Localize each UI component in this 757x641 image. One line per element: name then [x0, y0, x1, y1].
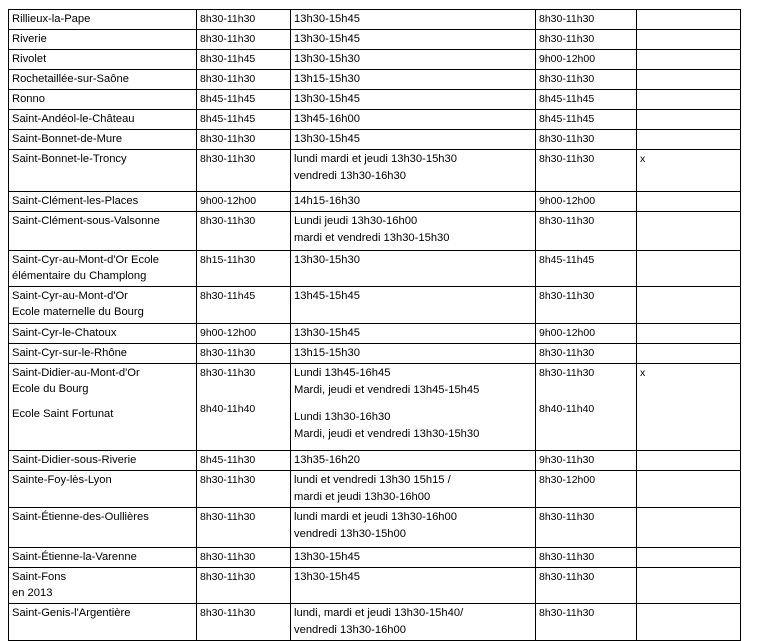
cell-afternoon-hours	[291, 50, 536, 70]
cell-morning-hours	[197, 30, 291, 50]
cell-line: 8h30-11h30	[539, 551, 595, 563]
cell-line: 9h00-12h00	[539, 195, 596, 207]
cell-mark	[637, 251, 741, 287]
cell-commune-name	[9, 324, 197, 344]
cell-line: 13h30-15h30	[294, 53, 360, 65]
cell-line: 9h00-12h00	[539, 327, 596, 339]
cell-line: 13h30-15h30	[294, 254, 360, 266]
cell-commune-name	[9, 251, 197, 287]
cell-line: vendredi 13h30-16h30	[294, 170, 406, 182]
cell-morning-hours	[197, 251, 291, 287]
cell-line: 8h30-11h30	[200, 551, 256, 563]
cell-line: 8h30-11h30	[539, 13, 595, 25]
cell-morning-hours	[197, 192, 291, 212]
cell-morning-hours	[197, 10, 291, 30]
cell-line: 8h30-11h45	[200, 53, 256, 65]
cell-line: 9h00-12h00	[200, 327, 257, 339]
cell-line	[640, 11, 737, 21]
cell-line: 8h30-11h30	[200, 367, 256, 379]
cell-line: 9h00-12h00	[539, 53, 596, 65]
table-row	[9, 251, 741, 287]
table-body	[9, 10, 741, 641]
cell-morning-hours	[197, 324, 291, 344]
cell-line: 8h30-11h30	[539, 511, 595, 523]
cell-line: Saint-Andéol-le-Château	[12, 113, 135, 125]
cell-mark	[637, 30, 741, 50]
cell-line: Lundi 13h45-16h45	[294, 367, 391, 379]
cell-mark	[637, 10, 741, 30]
cell-wednesday-hours	[536, 471, 637, 508]
cell-commune-name	[9, 344, 197, 364]
cell-mark	[637, 344, 741, 364]
cell-line: Saint-Cyr-au-Mont-d'Or	[12, 290, 128, 302]
cell-line	[640, 111, 737, 121]
cell-line: 8h45-11h45	[539, 113, 595, 125]
cell-line: Mardi, jeudi et vendredi 13h30-15h30	[294, 428, 480, 440]
cell-wednesday-hours	[536, 150, 637, 192]
cell-mark	[637, 324, 741, 344]
cell-afternoon-hours	[291, 30, 536, 50]
cell-morning-hours	[197, 364, 291, 451]
cell-afternoon-hours	[291, 130, 536, 150]
cell-line: Mardi, jeudi et vendredi 13h45-15h45	[294, 384, 480, 396]
cell-line: Saint-Cyr-au-Mont-d'Or Ecole	[12, 254, 159, 266]
cell-line: lundi mardi et jeudi 13h30-15h30	[294, 153, 457, 165]
cell-commune-name	[9, 568, 197, 604]
cell-morning-hours	[197, 287, 291, 324]
cell-line: 8h30-11h30	[200, 511, 256, 523]
cell-line: 13h15-15h30	[294, 73, 360, 85]
cell-mark	[637, 150, 741, 192]
cell-wednesday-hours	[536, 192, 637, 212]
cell-line: 13h30-15h45	[294, 133, 360, 145]
cell-line: 13h30-15h45	[294, 13, 360, 25]
cell-line: 8h30-11h30	[200, 571, 256, 583]
table-row	[9, 30, 741, 50]
cell-line: lundi mardi et jeudi 13h30-16h00	[294, 511, 457, 523]
cell-line: 8h30-11h30	[200, 73, 256, 85]
cell-afternoon-hours	[291, 90, 536, 110]
table-row	[9, 324, 741, 344]
cell-commune-name	[9, 548, 197, 568]
cell-line: Saint-Bonnet-le-Troncy	[12, 153, 127, 165]
cell-commune-name	[9, 10, 197, 30]
cell-afternoon-hours	[291, 287, 536, 324]
cell-line: 9h30-11h30	[539, 454, 595, 466]
cell-mark	[637, 70, 741, 90]
cell-wednesday-hours	[536, 324, 637, 344]
cell-mark	[637, 508, 741, 548]
cell-line	[640, 472, 737, 482]
cell-mark	[637, 192, 741, 212]
cell-line: 8h30-11h30	[200, 215, 256, 227]
cell-line: 8h30-11h30	[539, 367, 595, 379]
cell-line	[539, 381, 633, 391]
cell-line	[640, 91, 737, 101]
cell-wednesday-hours	[536, 90, 637, 110]
cell-line: 8h30-11h30	[200, 13, 256, 25]
table-row	[9, 150, 741, 192]
cell-mark	[637, 90, 741, 110]
cell-line: Saint-Cyr-sur-le-Rhône	[12, 347, 128, 359]
table-row	[9, 287, 741, 324]
cell-line: 8h30-11h30	[539, 73, 595, 85]
cell-afternoon-hours	[291, 568, 536, 604]
cell-line: 8h30-11h30	[200, 133, 256, 145]
cell-morning-hours	[197, 212, 291, 251]
cell-wednesday-hours	[536, 70, 637, 90]
cell-mark	[637, 110, 741, 130]
cell-mark	[637, 604, 741, 641]
cell-afternoon-hours	[291, 70, 536, 90]
cell-mark	[637, 364, 741, 451]
cell-morning-hours	[197, 344, 291, 364]
cell-morning-hours	[197, 90, 291, 110]
cell-commune-name	[9, 150, 197, 192]
cell-wednesday-hours	[536, 568, 637, 604]
cell-mark	[637, 130, 741, 150]
table-row	[9, 192, 741, 212]
cell-morning-hours	[197, 130, 291, 150]
cell-wednesday-hours	[536, 110, 637, 130]
cell-line: 8h45-11h45	[200, 93, 256, 105]
cell-line: Ronno	[12, 93, 45, 105]
cell-line	[640, 569, 737, 579]
cell-line	[640, 71, 737, 81]
cell-afternoon-hours	[291, 212, 536, 251]
table-row	[9, 364, 741, 451]
cell-line: Saint-Fons	[12, 571, 67, 583]
cell-commune-name	[9, 70, 197, 90]
cell-line	[640, 452, 737, 462]
cell-wednesday-hours	[536, 130, 637, 150]
cell-morning-hours	[197, 150, 291, 192]
cell-line: Saint-Didier-sous-Riverie	[12, 454, 137, 466]
cell-line	[640, 325, 737, 335]
cell-line: 13h30-15h45	[294, 551, 360, 563]
cell-mark	[637, 287, 741, 324]
cell-morning-hours	[197, 70, 291, 90]
cell-mark	[637, 471, 741, 508]
cell-line: 8h30-12h00	[539, 474, 596, 486]
cell-line: 14h15-16h30	[294, 195, 360, 207]
cell-wednesday-hours	[536, 344, 637, 364]
cell-commune-name	[9, 451, 197, 471]
cell-line: Ecole du Bourg	[12, 382, 89, 395]
table-row	[9, 604, 741, 641]
cell-line	[539, 391, 633, 401]
cell-line	[640, 213, 737, 223]
cell-line: 8h30-11h30	[539, 33, 595, 45]
cell-mark	[637, 212, 741, 251]
cell-line: 9h00-12h00	[200, 195, 257, 207]
cell-mark	[637, 568, 741, 604]
cell-afternoon-hours	[291, 508, 536, 548]
table-row	[9, 130, 741, 150]
cell-morning-hours	[197, 50, 291, 70]
cell-commune-name	[9, 30, 197, 50]
table-row	[9, 110, 741, 130]
table-row	[9, 90, 741, 110]
cell-line: 8h40-11h40	[539, 403, 595, 415]
cell-line: 8h45-11h30	[200, 454, 256, 466]
cell-afternoon-hours	[291, 251, 536, 287]
cell-line: Rivolet	[12, 53, 47, 65]
cell-afternoon-hours	[291, 324, 536, 344]
cell-morning-hours	[197, 471, 291, 508]
cell-line: 13h30-15h45	[294, 33, 360, 45]
cell-commune-name	[9, 604, 197, 641]
cell-morning-hours	[197, 604, 291, 641]
cell-line: 8h45-11h45	[539, 93, 595, 105]
table-row	[9, 548, 741, 568]
cell-morning-hours	[197, 110, 291, 130]
cell-line: 8h30-11h30	[539, 153, 595, 165]
cell-commune-name	[9, 287, 197, 324]
cell-wednesday-hours	[536, 287, 637, 324]
cell-commune-name	[9, 471, 197, 508]
cell-morning-hours	[197, 568, 291, 604]
table-row	[9, 471, 741, 508]
cell-commune-name	[9, 110, 197, 130]
cell-afternoon-hours	[291, 192, 536, 212]
cell-line: 8h15-11h30	[200, 254, 256, 266]
cell-morning-hours	[197, 451, 291, 471]
cell-line: 13h45-16h00	[294, 113, 360, 125]
cell-line: 13h45-15h45	[294, 290, 360, 302]
cell-line: Rillieux-la-Pape	[12, 13, 91, 25]
cell-afternoon-hours	[291, 110, 536, 130]
cell-line: Ecole Saint Fortunat	[12, 408, 114, 420]
cell-line: élémentaire du Champlong	[12, 269, 147, 282]
cell-line: 8h45-11h45	[200, 113, 256, 125]
cell-line: 13h30-15h45	[294, 571, 360, 583]
cell-commune-name	[9, 192, 197, 212]
cell-line	[640, 131, 737, 141]
cell-line	[12, 397, 193, 407]
cell-line: 8h30-11h30	[539, 571, 595, 583]
cell-line: lundi et vendredi 13h30 15h15 /	[294, 474, 451, 486]
cell-line: 8h30-11h30	[200, 153, 256, 165]
cell-afternoon-hours	[291, 604, 536, 641]
cell-morning-hours	[197, 508, 291, 548]
cell-commune-name	[9, 130, 197, 150]
cell-line: 13h30-15h45	[294, 93, 360, 105]
cell-line	[294, 399, 532, 409]
cell-commune-name	[9, 364, 197, 451]
table-row	[9, 70, 741, 90]
cell-line	[640, 31, 737, 41]
cell-mark	[637, 451, 741, 471]
cell-afternoon-hours	[291, 364, 536, 451]
cell-line: Lundi 13h30-16h30	[294, 411, 391, 423]
cell-line	[200, 381, 287, 391]
cell-wednesday-hours	[536, 451, 637, 471]
cell-morning-hours	[197, 548, 291, 568]
cell-line: 8h30-11h30	[539, 290, 595, 302]
table-row	[9, 50, 741, 70]
cell-line: 13h35-16h20	[294, 454, 360, 466]
cell-commune-name	[9, 90, 197, 110]
table-row	[9, 508, 741, 548]
cell-commune-name	[9, 212, 197, 251]
table-row	[9, 344, 741, 364]
cell-line: 13h15-15h30	[294, 347, 360, 359]
cell-line: x	[640, 367, 646, 379]
cell-line: vendredi 13h30-16h00	[294, 624, 406, 636]
cell-afternoon-hours	[291, 10, 536, 30]
cell-line	[640, 252, 737, 262]
cell-wednesday-hours	[536, 604, 637, 641]
table-row	[9, 212, 741, 251]
cell-line: 8h30-11h30	[200, 474, 256, 486]
cell-wednesday-hours	[536, 251, 637, 287]
cell-line: Sainte-Foy-lès-Lyon	[12, 474, 112, 486]
cell-line: 8h30-11h45	[200, 290, 256, 302]
cell-wednesday-hours	[536, 212, 637, 251]
cell-line: 13h30-15h45	[294, 327, 360, 339]
cell-line: Rochetaillée-sur-Saône	[12, 73, 129, 85]
cell-line: mardi et jeudi 13h30-16h00	[294, 491, 431, 503]
cell-line: 8h30-11h30	[539, 133, 595, 145]
cell-line	[640, 605, 737, 615]
cell-line	[640, 193, 737, 203]
cell-wednesday-hours	[536, 10, 637, 30]
cell-line: 8h45-11h45	[539, 254, 595, 266]
cell-line: Ecole maternelle du Bourg	[12, 305, 144, 318]
cell-line: Riverie	[12, 33, 47, 45]
cell-line: lundi, mardi et jeudi 13h30-15h40/	[294, 607, 464, 619]
cell-line: Saint-Bonnet-de-Mure	[12, 133, 123, 145]
cell-line: 8h30-11h30	[539, 347, 595, 359]
cell-line: Saint-Clément-sous-Valsonne	[12, 215, 160, 227]
cell-line	[640, 288, 737, 298]
cell-line: vendredi 13h30-15h00	[294, 528, 406, 540]
cell-line	[200, 391, 287, 401]
cell-line: Saint-Étienne-la-Varenne	[12, 551, 137, 563]
cell-line: 8h30-11h30	[200, 33, 256, 45]
cell-wednesday-hours	[536, 364, 637, 451]
cell-line	[640, 51, 737, 61]
cell-mark	[637, 548, 741, 568]
cell-line: Lundi jeudi 13h30-16h00	[294, 215, 418, 227]
cell-commune-name	[9, 508, 197, 548]
cell-line: Saint-Étienne-des-Oullières	[12, 511, 149, 523]
cell-line: 8h30-11h30	[539, 215, 595, 227]
cell-line	[640, 509, 737, 519]
cell-line: Saint-Cyr-le-Chatoux	[12, 327, 117, 339]
cell-line: Saint-Clément-les-Places	[12, 195, 139, 207]
cell-afternoon-hours	[291, 471, 536, 508]
cell-afternoon-hours	[291, 451, 536, 471]
cell-line: 8h30-11h30	[200, 347, 256, 359]
cell-wednesday-hours	[536, 30, 637, 50]
cell-afternoon-hours	[291, 548, 536, 568]
cell-line: en 2013	[12, 586, 53, 599]
cell-wednesday-hours	[536, 508, 637, 548]
cell-line: Saint-Genis-l'Argentière	[12, 607, 131, 619]
table-row	[9, 568, 741, 604]
school-hours-table	[8, 9, 741, 641]
cell-afternoon-hours	[291, 344, 536, 364]
cell-mark	[637, 50, 741, 70]
cell-line: 8h30-11h30	[539, 607, 595, 619]
cell-line	[640, 345, 737, 355]
cell-line: x	[640, 153, 646, 165]
cell-commune-name	[9, 50, 197, 70]
table-row	[9, 10, 741, 30]
cell-line: Saint-Didier-au-Mont-d'Or	[12, 367, 140, 379]
cell-line	[640, 549, 737, 559]
cell-line: 8h40-11h40	[200, 403, 256, 415]
cell-wednesday-hours	[536, 548, 637, 568]
cell-wednesday-hours	[536, 50, 637, 70]
table-row	[9, 451, 741, 471]
cell-line: 8h30-11h30	[200, 607, 256, 619]
cell-afternoon-hours	[291, 150, 536, 192]
cell-line: mardi et vendredi 13h30-15h30	[294, 232, 450, 244]
